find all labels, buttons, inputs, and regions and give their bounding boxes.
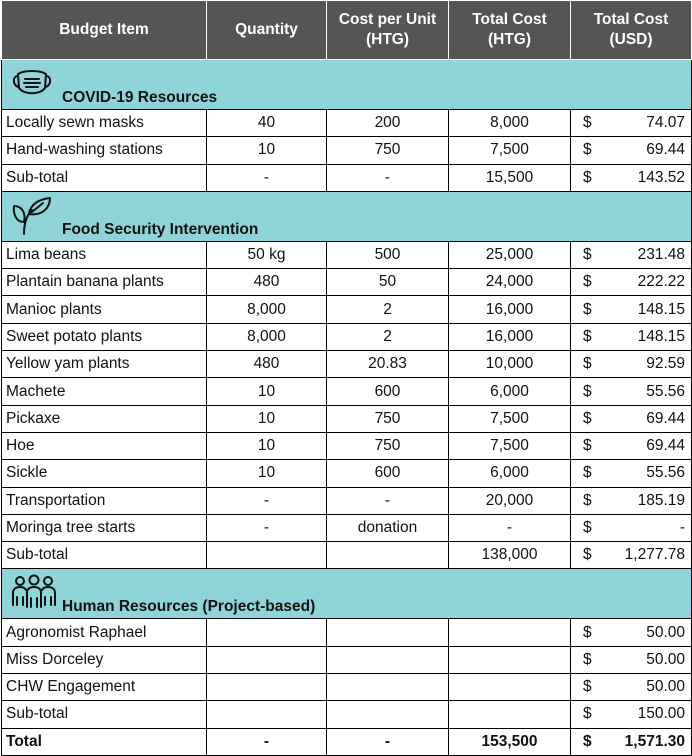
- unit-cost-cell: [327, 619, 449, 646]
- table-row: [2, 674, 692, 701]
- usd-value: 55.56: [646, 464, 685, 482]
- usd-cell: [571, 351, 692, 378]
- quantity-cell: 10: [207, 378, 327, 405]
- currency-symbol: $: [583, 705, 592, 723]
- table-row: [2, 432, 692, 459]
- table-row: [2, 323, 692, 350]
- section-header-row: [2, 569, 692, 619]
- usd-value: 150.00: [637, 705, 685, 723]
- table-row: [2, 405, 692, 432]
- unit-cost-cell: 600: [327, 378, 449, 405]
- sprout-icon: [10, 196, 54, 241]
- usd-cell: [571, 432, 692, 459]
- currency-symbol: $: [583, 114, 592, 132]
- item-cell: Plantain banana plants: [2, 269, 207, 296]
- quantity-cell: [207, 701, 327, 728]
- usd-cell: [571, 514, 692, 541]
- unit-cost-cell: [327, 542, 449, 569]
- quantity-cell: -: [207, 487, 327, 514]
- usd-cell: [571, 323, 692, 350]
- usd-cell: [571, 110, 692, 137]
- currency-symbol: $: [583, 246, 592, 264]
- currency-symbol: $: [583, 168, 592, 186]
- usd-value: 143.52: [637, 168, 685, 186]
- usd-cell: [571, 378, 692, 405]
- unit-cost-cell: [327, 701, 449, 728]
- total-row: [2, 728, 692, 755]
- quantity-cell: -: [207, 728, 327, 755]
- currency-symbol: $: [583, 650, 592, 668]
- unit-cost-cell: -: [327, 164, 449, 191]
- usd-value: 69.44: [646, 141, 685, 159]
- usd-value: 1,571.30: [624, 732, 685, 750]
- quantity-cell: 40: [207, 110, 327, 137]
- currency-symbol: $: [583, 464, 592, 482]
- unit-cost-cell: 20.83: [327, 351, 449, 378]
- item-cell: Manioc plants: [2, 296, 207, 323]
- item-cell: Yellow yam plants: [2, 351, 207, 378]
- usd-cell: [571, 619, 692, 646]
- header-budget-item: Budget Item: [2, 1, 207, 60]
- usd-value: 69.44: [646, 437, 685, 455]
- currency-symbol: $: [583, 732, 592, 750]
- currency-symbol: $: [583, 437, 592, 455]
- section-title: Food Security Intervention: [62, 220, 259, 238]
- usd-value: 74.07: [646, 114, 685, 132]
- usd-cell: [571, 241, 692, 268]
- item-cell: Locally sewn masks: [2, 110, 207, 137]
- currency-symbol: $: [583, 300, 592, 318]
- usd-cell: [571, 137, 692, 164]
- unit-cost-cell: -: [327, 487, 449, 514]
- usd-cell: [571, 646, 692, 673]
- usd-value: 50.00: [646, 678, 685, 696]
- usd-cell: [571, 674, 692, 701]
- table-row: [2, 296, 692, 323]
- table-row: [2, 460, 692, 487]
- header-total-cost-usd: Total Cost (USD): [571, 1, 692, 60]
- unit-cost-cell: 50: [327, 269, 449, 296]
- usd-value: -: [679, 519, 685, 536]
- subtotal-row: [2, 701, 692, 728]
- quantity-cell: 10: [207, 405, 327, 432]
- unit-cost-cell: [327, 646, 449, 673]
- usd-value: 148.15: [637, 327, 685, 345]
- quantity-cell: [207, 542, 327, 569]
- htg-cell: 16,000: [449, 296, 571, 323]
- quantity-cell: [207, 646, 327, 673]
- usd-cell: [571, 269, 692, 296]
- quantity-cell: [207, 674, 327, 701]
- htg-cell: -: [449, 514, 571, 541]
- htg-cell: 10,000: [449, 351, 571, 378]
- section-header-cell: [2, 191, 692, 241]
- htg-cell: 138,000: [449, 542, 571, 569]
- table-row: [2, 487, 692, 514]
- usd-cell: [571, 164, 692, 191]
- subtotal-row: [2, 542, 692, 569]
- item-cell: Sweet potato plants: [2, 323, 207, 350]
- currency-symbol: $: [583, 273, 592, 291]
- subtotal-row: [2, 164, 692, 191]
- quantity-cell: 50 kg: [207, 241, 327, 268]
- section-header-cell: [2, 60, 692, 110]
- htg-cell: 16,000: [449, 323, 571, 350]
- htg-cell: 8,000: [449, 110, 571, 137]
- usd-value: 50.00: [646, 650, 685, 668]
- face-mask-icon: [10, 64, 54, 105]
- item-cell: Agronomist Raphael: [2, 619, 207, 646]
- htg-cell: [449, 646, 571, 673]
- item-cell: Transportation: [2, 487, 207, 514]
- usd-cell: [571, 542, 692, 569]
- htg-cell: 7,500: [449, 137, 571, 164]
- usd-cell: [571, 460, 692, 487]
- quantity-cell: 8,000: [207, 323, 327, 350]
- table-row: [2, 619, 692, 646]
- quantity-cell: 8,000: [207, 296, 327, 323]
- htg-cell: 153,500: [449, 728, 571, 755]
- table-row: [2, 137, 692, 164]
- htg-cell: [449, 701, 571, 728]
- table-row: [2, 378, 692, 405]
- currency-symbol: $: [583, 546, 592, 564]
- item-cell: Miss Dorceley: [2, 646, 207, 673]
- section-title: COVID-19 Resources: [62, 89, 218, 106]
- unit-cost-cell: 750: [327, 405, 449, 432]
- table-row: [2, 241, 692, 268]
- quantity-cell: 480: [207, 269, 327, 296]
- item-cell: Pickaxe: [2, 405, 207, 432]
- usd-cell: [571, 728, 692, 755]
- htg-cell: [449, 619, 571, 646]
- unit-cost-cell: 200: [327, 110, 449, 137]
- quantity-cell: 10: [207, 432, 327, 459]
- htg-cell: 20,000: [449, 487, 571, 514]
- table-row: [2, 514, 692, 541]
- unit-cost-cell: 600: [327, 460, 449, 487]
- usd-value: 1,277.78: [624, 546, 685, 564]
- currency-symbol: $: [583, 678, 592, 696]
- currency-symbol: $: [583, 623, 592, 641]
- usd-value: 69.44: [646, 409, 685, 427]
- quantity-cell: -: [207, 164, 327, 191]
- currency-symbol: $: [583, 141, 592, 159]
- htg-cell: 24,000: [449, 269, 571, 296]
- item-cell: Total: [2, 728, 207, 755]
- usd-value: 50.00: [646, 623, 685, 641]
- currency-symbol: $: [583, 382, 592, 400]
- usd-value: 92.59: [646, 355, 685, 373]
- item-cell: Sickle: [2, 460, 207, 487]
- table-row: [2, 110, 692, 137]
- quantity-cell: 480: [207, 351, 327, 378]
- section-header-row: [2, 60, 692, 110]
- usd-value: 231.48: [637, 246, 685, 264]
- item-cell: Sub-total: [2, 542, 207, 569]
- item-cell: Hand-washing stations: [2, 137, 207, 164]
- budget-table: [1, 0, 692, 756]
- item-cell: Lima beans: [2, 241, 207, 268]
- usd-value: 222.22: [637, 273, 685, 291]
- unit-cost-cell: 2: [327, 296, 449, 323]
- header-quantity: Quantity: [207, 1, 327, 60]
- htg-cell: 6,000: [449, 460, 571, 487]
- htg-cell: 7,500: [449, 405, 571, 432]
- quantity-cell: [207, 619, 327, 646]
- item-cell: CHW Engagement: [2, 674, 207, 701]
- usd-value: 148.15: [637, 300, 685, 318]
- currency-symbol: $: [583, 327, 592, 345]
- currency-symbol: $: [583, 519, 592, 536]
- header-total-cost-htg: Total Cost (HTG): [449, 1, 571, 60]
- header-cost-per-unit: Cost per Unit (HTG): [327, 1, 449, 60]
- table-row: [2, 351, 692, 378]
- currency-symbol: $: [583, 491, 592, 509]
- unit-cost-cell: donation: [327, 514, 449, 541]
- unit-cost-cell: 750: [327, 137, 449, 164]
- table-row: [2, 646, 692, 673]
- htg-cell: [449, 674, 571, 701]
- quantity-cell: -: [207, 514, 327, 541]
- htg-cell: 15,500: [449, 164, 571, 191]
- unit-cost-cell: 750: [327, 432, 449, 459]
- section-header-row: [2, 191, 692, 241]
- usd-cell: [571, 487, 692, 514]
- quantity-cell: 10: [207, 137, 327, 164]
- usd-cell: [571, 701, 692, 728]
- section-title: Human Resources (Project-based): [62, 598, 316, 616]
- htg-cell: 25,000: [449, 241, 571, 268]
- item-cell: Moringa tree starts: [2, 514, 207, 541]
- section-header-cell: [2, 569, 692, 619]
- usd-cell: [571, 296, 692, 323]
- currency-symbol: $: [583, 409, 592, 427]
- htg-cell: 6,000: [449, 378, 571, 405]
- unit-cost-cell: 500: [327, 241, 449, 268]
- unit-cost-cell: [327, 674, 449, 701]
- item-cell: Sub-total: [2, 164, 207, 191]
- unit-cost-cell: 2: [327, 323, 449, 350]
- unit-cost-cell: -: [327, 728, 449, 755]
- item-cell: Sub-total: [2, 701, 207, 728]
- item-cell: Machete: [2, 378, 207, 405]
- quantity-cell: 10: [207, 460, 327, 487]
- item-cell: Hoe: [2, 432, 207, 459]
- usd-cell: [571, 405, 692, 432]
- header-row: [2, 1, 692, 60]
- people-group-icon: [10, 573, 58, 614]
- htg-cell: 7,500: [449, 432, 571, 459]
- usd-value: 55.56: [646, 382, 685, 400]
- usd-value: 185.19: [637, 491, 685, 509]
- currency-symbol: $: [583, 355, 592, 373]
- table-row: [2, 269, 692, 296]
